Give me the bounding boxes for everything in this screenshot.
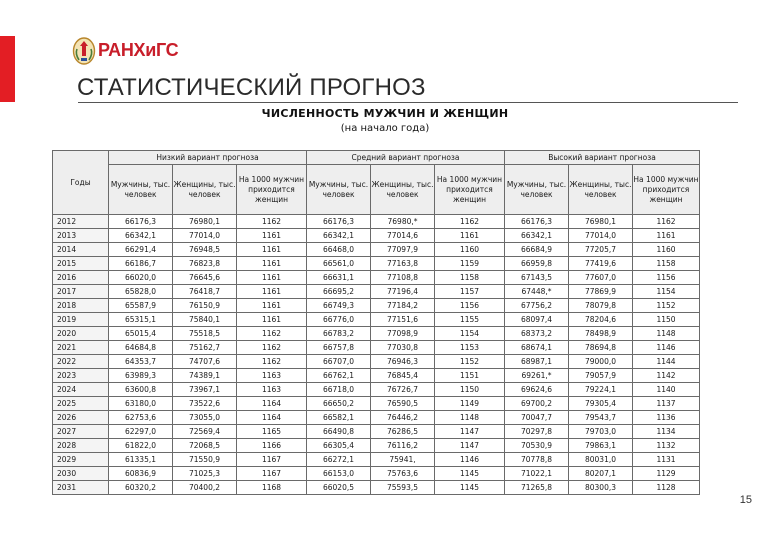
men-medium: 66757,8 — [307, 341, 371, 355]
table-row — [53, 383, 700, 397]
men-medium: 66468,0 — [307, 243, 371, 257]
women-high: 78498,9 — [569, 327, 633, 341]
table-subheader-row — [53, 165, 700, 215]
women-high: 79305,4 — [569, 397, 633, 411]
ratio-high: 1132 — [633, 439, 700, 453]
accent-bar — [0, 36, 15, 102]
men-low: 63989,3 — [109, 369, 173, 383]
ratio-high: 1152 — [633, 299, 700, 313]
men-medium: 66272,1 — [307, 453, 371, 467]
women-medium: 76845,4 — [371, 369, 435, 383]
men-high: 68097,4 — [505, 313, 569, 327]
table-row — [53, 243, 700, 257]
table-row — [53, 271, 700, 285]
women-medium: 76286,5 — [371, 425, 435, 439]
women-medium: 76590,5 — [371, 397, 435, 411]
men-medium: 66582,1 — [307, 411, 371, 425]
men-low: 60320,2 — [109, 481, 173, 495]
slide-title: СТАТИСТИЧЕСКИЙ ПРОГНОЗ — [77, 74, 426, 101]
women-low: 73055,0 — [173, 411, 237, 425]
men-low: 62753,6 — [109, 411, 173, 425]
year-cell: 2029 — [53, 453, 109, 467]
men-high: 70530,9 — [505, 439, 569, 453]
women-high: 77205,7 — [569, 243, 633, 257]
ratio-low: 1167 — [237, 453, 307, 467]
subheader-men: Мужчины, тыс. человек — [505, 165, 569, 215]
year-cell: 2013 — [53, 229, 109, 243]
ratio-high: 1142 — [633, 369, 700, 383]
ratio-medium: 1146 — [435, 453, 505, 467]
ranepa-emblem-icon — [72, 34, 96, 66]
men-medium: 66490,8 — [307, 425, 371, 439]
ratio-medium: 1153 — [435, 341, 505, 355]
ratio-low: 1164 — [237, 397, 307, 411]
table-heading: ЧИСЛЕННОСТЬ МУЖЧИН И ЖЕНЩИН — [261, 107, 509, 120]
men-medium: 66707,0 — [307, 355, 371, 369]
year-cell: 2017 — [53, 285, 109, 299]
men-medium: 66153,0 — [307, 467, 371, 481]
table-row — [53, 327, 700, 341]
year-cell: 2023 — [53, 369, 109, 383]
men-medium: 66020,5 — [307, 481, 371, 495]
subheader-ratio: На 1000 мужчин приходится женщин — [237, 165, 307, 215]
ratio-high: 1129 — [633, 467, 700, 481]
men-high: 67448,* — [505, 285, 569, 299]
women-low: 73967,1 — [173, 383, 237, 397]
women-high: 77607,0 — [569, 271, 633, 285]
men-high: 70778,8 — [505, 453, 569, 467]
ratio-low: 1161 — [237, 243, 307, 257]
men-medium: 66718,0 — [307, 383, 371, 397]
women-low: 75840,1 — [173, 313, 237, 327]
subheader-men: Мужчины, тыс. человек — [109, 165, 173, 215]
year-cell: 2014 — [53, 243, 109, 257]
women-low: 76150,9 — [173, 299, 237, 313]
men-high: 66959,8 — [505, 257, 569, 271]
ratio-medium: 1150 — [435, 383, 505, 397]
men-high: 69624,6 — [505, 383, 569, 397]
table-row — [53, 299, 700, 313]
ratio-low: 1161 — [237, 271, 307, 285]
women-medium: 77014,6 — [371, 229, 435, 243]
men-medium: 66650,2 — [307, 397, 371, 411]
table-row — [53, 411, 700, 425]
men-high: 70297,8 — [505, 425, 569, 439]
women-high: 79543,7 — [569, 411, 633, 425]
men-high: 68373,2 — [505, 327, 569, 341]
men-low: 60836,9 — [109, 467, 173, 481]
men-medium: 66695,2 — [307, 285, 371, 299]
table-row — [53, 439, 700, 453]
men-high: 69261,* — [505, 369, 569, 383]
year-cell: 2018 — [53, 299, 109, 313]
ratio-low: 1164 — [237, 411, 307, 425]
ratio-high: 1144 — [633, 355, 700, 369]
subheader-ratio: На 1000 мужчин приходится женщин — [633, 165, 700, 215]
women-low: 70400,2 — [173, 481, 237, 495]
year-cell: 2027 — [53, 425, 109, 439]
women-medium: 77098,9 — [371, 327, 435, 341]
women-medium: 77184,2 — [371, 299, 435, 313]
year-cell: 2020 — [53, 327, 109, 341]
subheader-women: Женщины, тыс. человек — [173, 165, 237, 215]
table-body — [53, 215, 700, 495]
women-low: 75518,5 — [173, 327, 237, 341]
subheader-men: Мужчины, тыс. человек — [307, 165, 371, 215]
women-low: 76418,7 — [173, 285, 237, 299]
ratio-high: 1156 — [633, 271, 700, 285]
women-low: 73522,6 — [173, 397, 237, 411]
men-low: 66186,7 — [109, 257, 173, 271]
ratio-low: 1161 — [237, 285, 307, 299]
ratio-medium: 1156 — [435, 299, 505, 313]
men-low: 65315,1 — [109, 313, 173, 327]
ratio-high: 1137 — [633, 397, 700, 411]
men-low: 62297,0 — [109, 425, 173, 439]
women-medium: 75593,5 — [371, 481, 435, 495]
ratio-high: 1148 — [633, 327, 700, 341]
women-high: 79000,0 — [569, 355, 633, 369]
subheader-women: Женщины, тыс. человек — [569, 165, 633, 215]
group-header-medium: Средний вариант прогноза — [307, 151, 505, 165]
table-row — [53, 341, 700, 355]
ratio-low: 1161 — [237, 313, 307, 327]
year-cell: 2019 — [53, 313, 109, 327]
ratio-medium: 1157 — [435, 285, 505, 299]
title-divider — [78, 102, 738, 103]
women-medium: 76980,* — [371, 215, 435, 229]
women-low: 71025,3 — [173, 467, 237, 481]
women-high: 80207,1 — [569, 467, 633, 481]
men-low: 61335,1 — [109, 453, 173, 467]
ratio-high: 1150 — [633, 313, 700, 327]
men-medium: 66776,0 — [307, 313, 371, 327]
men-high: 68674,1 — [505, 341, 569, 355]
table-row — [53, 215, 700, 229]
men-low: 65587,9 — [109, 299, 173, 313]
year-cell: 2021 — [53, 341, 109, 355]
year-column-header: Годы — [53, 151, 109, 215]
ratio-high: 1128 — [633, 481, 700, 495]
table-row — [53, 355, 700, 369]
table-row — [53, 453, 700, 467]
women-high: 79224,1 — [569, 383, 633, 397]
men-medium: 66561,0 — [307, 257, 371, 271]
year-cell: 2028 — [53, 439, 109, 453]
women-medium: 77097,9 — [371, 243, 435, 257]
women-high: 78204,6 — [569, 313, 633, 327]
men-low: 64353,7 — [109, 355, 173, 369]
ratio-medium: 1145 — [435, 481, 505, 495]
men-medium: 66631,1 — [307, 271, 371, 285]
men-low: 63600,8 — [109, 383, 173, 397]
ratio-medium: 1145 — [435, 467, 505, 481]
forecast-table — [52, 150, 700, 495]
table-row — [53, 257, 700, 271]
women-high: 79863,1 — [569, 439, 633, 453]
subheader-ratio: На 1000 мужчин приходится женщин — [435, 165, 505, 215]
group-header-high: Высокий вариант прогноза — [505, 151, 700, 165]
men-medium: 66749,3 — [307, 299, 371, 313]
year-cell: 2025 — [53, 397, 109, 411]
ratio-high: 1160 — [633, 243, 700, 257]
year-cell: 2026 — [53, 411, 109, 425]
men-high: 67756,2 — [505, 299, 569, 313]
year-cell: 2015 — [53, 257, 109, 271]
ratio-medium: 1160 — [435, 243, 505, 257]
men-low: 66342,1 — [109, 229, 173, 243]
women-low: 76645,6 — [173, 271, 237, 285]
ratio-low: 1166 — [237, 439, 307, 453]
ratio-medium: 1162 — [435, 215, 505, 229]
ratio-high: 1136 — [633, 411, 700, 425]
women-low: 72569,4 — [173, 425, 237, 439]
men-high: 66176,3 — [505, 215, 569, 229]
table-row — [53, 313, 700, 327]
ratio-low: 1165 — [237, 425, 307, 439]
women-medium: 77151,6 — [371, 313, 435, 327]
women-low: 76823,8 — [173, 257, 237, 271]
women-medium: 77163,8 — [371, 257, 435, 271]
women-high: 78079,8 — [569, 299, 633, 313]
ratio-medium: 1155 — [435, 313, 505, 327]
men-low: 66291,4 — [109, 243, 173, 257]
ratio-high: 1154 — [633, 285, 700, 299]
women-high: 77014,0 — [569, 229, 633, 243]
women-medium: 75763,6 — [371, 467, 435, 481]
men-medium: 66342,1 — [307, 229, 371, 243]
women-high: 79057,9 — [569, 369, 633, 383]
women-high: 80300,3 — [569, 481, 633, 495]
table-row — [53, 481, 700, 495]
ratio-low: 1163 — [237, 383, 307, 397]
women-high: 76980,1 — [569, 215, 633, 229]
ratio-low: 1162 — [237, 327, 307, 341]
ratio-high: 1146 — [633, 341, 700, 355]
ratio-medium: 1152 — [435, 355, 505, 369]
women-low: 74389,1 — [173, 369, 237, 383]
women-low: 71550,9 — [173, 453, 237, 467]
ratio-low: 1161 — [237, 257, 307, 271]
ratio-high: 1131 — [633, 453, 700, 467]
ratio-medium: 1161 — [435, 229, 505, 243]
ratio-low: 1162 — [237, 355, 307, 369]
ranepa-logo — [72, 34, 202, 68]
ratio-low: 1168 — [237, 481, 307, 495]
ratio-medium: 1147 — [435, 439, 505, 453]
year-cell: 2031 — [53, 481, 109, 495]
women-low: 74707,6 — [173, 355, 237, 369]
ratio-medium: 1151 — [435, 369, 505, 383]
year-cell: 2030 — [53, 467, 109, 481]
ratio-low: 1167 — [237, 467, 307, 481]
men-low: 61822,0 — [109, 439, 173, 453]
table-row — [53, 467, 700, 481]
women-high: 78694,8 — [569, 341, 633, 355]
year-cell: 2016 — [53, 271, 109, 285]
men-high: 66342,1 — [505, 229, 569, 243]
women-medium: 75941, — [371, 453, 435, 467]
men-low: 66020,0 — [109, 271, 173, 285]
ratio-high: 1162 — [633, 215, 700, 229]
table-row — [53, 369, 700, 383]
logo-text: РАНХиГС — [98, 40, 179, 60]
women-high: 79703,0 — [569, 425, 633, 439]
ratio-medium: 1154 — [435, 327, 505, 341]
year-cell: 2012 — [53, 215, 109, 229]
men-high: 69700,2 — [505, 397, 569, 411]
ratio-low: 1161 — [237, 299, 307, 313]
women-low: 75162,7 — [173, 341, 237, 355]
men-high: 68987,1 — [505, 355, 569, 369]
women-medium: 76726,7 — [371, 383, 435, 397]
men-medium: 66762,1 — [307, 369, 371, 383]
table-row — [53, 425, 700, 439]
women-low: 72068,5 — [173, 439, 237, 453]
men-medium: 66783,2 — [307, 327, 371, 341]
ratio-low: 1162 — [237, 215, 307, 229]
men-high: 67143,5 — [505, 271, 569, 285]
men-low: 65015,4 — [109, 327, 173, 341]
men-low: 66176,3 — [109, 215, 173, 229]
ratio-medium: 1148 — [435, 411, 505, 425]
ratio-medium: 1158 — [435, 271, 505, 285]
ratio-medium: 1149 — [435, 397, 505, 411]
ratio-high: 1158 — [633, 257, 700, 271]
women-high: 77419,6 — [569, 257, 633, 271]
men-low: 63180,0 — [109, 397, 173, 411]
page-number: 15 — [739, 494, 752, 506]
men-high: 70047,7 — [505, 411, 569, 425]
ratio-low: 1162 — [237, 341, 307, 355]
table-row — [53, 285, 700, 299]
men-high: 71022,1 — [505, 467, 569, 481]
year-cell: 2022 — [53, 355, 109, 369]
ratio-high: 1140 — [633, 383, 700, 397]
women-low: 76948,5 — [173, 243, 237, 257]
women-low: 77014,0 — [173, 229, 237, 243]
women-medium: 77030,8 — [371, 341, 435, 355]
men-low: 65828,0 — [109, 285, 173, 299]
men-high: 71265,8 — [505, 481, 569, 495]
men-medium: 66305,4 — [307, 439, 371, 453]
ratio-low: 1161 — [237, 229, 307, 243]
ratio-high: 1134 — [633, 425, 700, 439]
table-row — [53, 397, 700, 411]
ratio-low: 1163 — [237, 369, 307, 383]
ratio-high: 1161 — [633, 229, 700, 243]
men-low: 64684,8 — [109, 341, 173, 355]
women-low: 76980,1 — [173, 215, 237, 229]
women-medium: 76946,3 — [371, 355, 435, 369]
ratio-medium: 1159 — [435, 257, 505, 271]
women-medium: 76446,2 — [371, 411, 435, 425]
men-medium: 66176,3 — [307, 215, 371, 229]
women-medium: 76116,2 — [371, 439, 435, 453]
subheader-women: Женщины, тыс. человек — [371, 165, 435, 215]
group-header-low: Низкий вариант прогноза — [109, 151, 307, 165]
men-high: 66684,9 — [505, 243, 569, 257]
women-high: 77869,9 — [569, 285, 633, 299]
ratio-medium: 1147 — [435, 425, 505, 439]
women-medium: 77108,8 — [371, 271, 435, 285]
year-cell: 2024 — [53, 383, 109, 397]
table-subheading: (на начало года) — [340, 123, 430, 134]
table-group-header-row — [53, 151, 700, 165]
table-row — [53, 229, 700, 243]
women-medium: 77196,4 — [371, 285, 435, 299]
women-high: 80031,0 — [569, 453, 633, 467]
